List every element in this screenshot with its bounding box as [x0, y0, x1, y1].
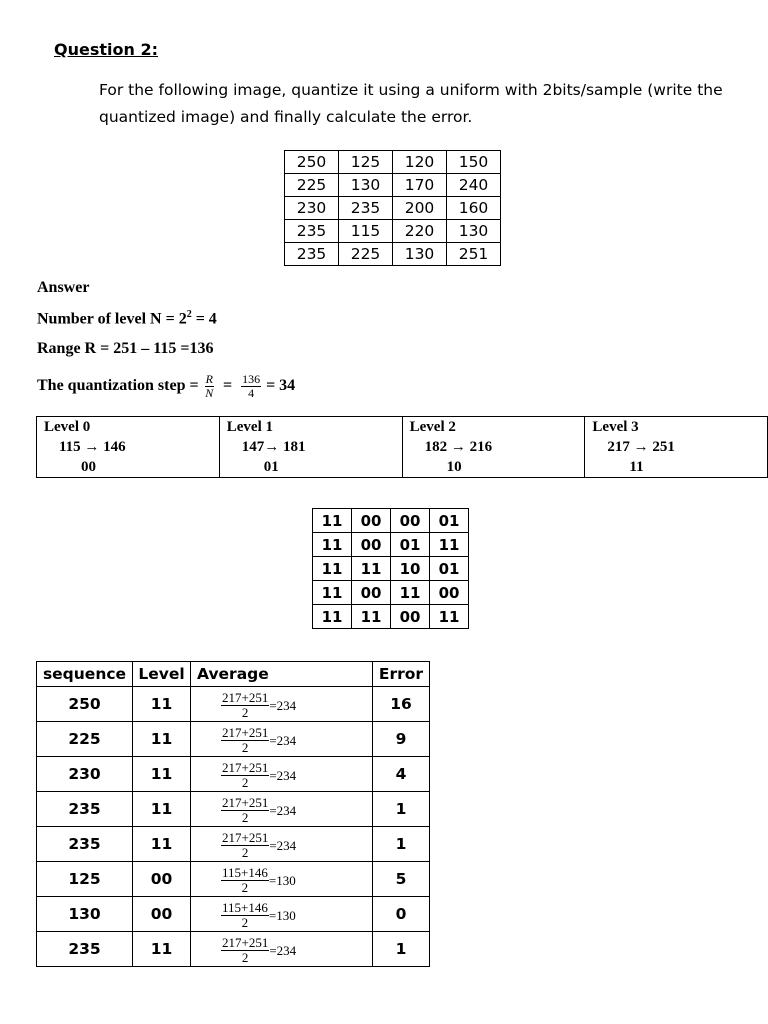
average-formula	[221, 831, 296, 860]
average-denominator: 2	[241, 740, 249, 755]
average-numerator: 115+146	[222, 865, 268, 880]
quantized-row	[313, 581, 469, 605]
image-cell: 125	[339, 151, 393, 174]
level-code: 01	[219, 457, 402, 478]
error-row	[37, 757, 430, 792]
image-cell: 130	[447, 220, 501, 243]
image-cell: 170	[393, 174, 447, 197]
quantized-cell: 00	[352, 509, 391, 533]
level-cell: 11	[133, 757, 191, 792]
image-cell: 250	[285, 151, 339, 174]
answer-label: Answer	[37, 279, 90, 296]
quantized-cell: 00	[391, 509, 430, 533]
average-cell	[191, 792, 373, 827]
average-numerator: 217+251	[222, 795, 269, 810]
average-fraction	[221, 866, 269, 895]
quantized-cell: 01	[391, 533, 430, 557]
level-cell: 11	[133, 687, 191, 722]
average-result: =234	[269, 837, 297, 853]
error-table	[36, 661, 430, 967]
quantization-step	[37, 371, 295, 401]
quantized-cell: 11	[430, 533, 469, 557]
average-formula	[221, 691, 296, 720]
error-cell: 16	[373, 687, 430, 722]
level-name: Level 1	[219, 417, 402, 438]
quantized-cell: 11	[313, 605, 352, 629]
error-cell: 4	[373, 757, 430, 792]
levels-result: = 4	[191, 310, 217, 328]
average-denominator: 2	[241, 705, 249, 720]
average-formula	[221, 901, 296, 930]
quantized-cell: 00	[352, 533, 391, 557]
image-cell: 130	[339, 174, 393, 197]
level-cell: 11	[133, 932, 191, 967]
average-numerator: 217+251	[222, 690, 269, 705]
average-numerator: 115+146	[222, 900, 268, 915]
average-result: =130	[268, 907, 296, 923]
quantized-cell: 11	[430, 605, 469, 629]
average-cell	[191, 687, 373, 722]
step-denominator-value: 4	[248, 385, 255, 400]
range-line: Range R = 251 – 115 =136	[37, 340, 214, 357]
average-fraction	[221, 901, 269, 930]
image-cell: 120	[393, 151, 447, 174]
level-cell: 11	[133, 827, 191, 862]
average-result: =234	[269, 732, 297, 748]
sequence-cell: 225	[37, 722, 133, 757]
image-cell: 225	[339, 243, 393, 266]
image-cell: 130	[393, 243, 447, 266]
image-row	[285, 197, 501, 220]
error-table-header: Level	[133, 662, 191, 687]
average-fraction	[221, 761, 269, 790]
average-cell	[191, 722, 373, 757]
average-denominator: 2	[241, 810, 249, 825]
quantized-cell: 01	[430, 509, 469, 533]
average-denominator: 2	[241, 950, 249, 965]
error-cell: 1	[373, 827, 430, 862]
error-cell: 5	[373, 862, 430, 897]
average-formula	[221, 936, 296, 965]
sequence-cell: 230	[37, 757, 133, 792]
question-text: For the following image, quantize it using a uniform with 2bits/sample (write the quantized image) and finally calculate the error.	[99, 81, 723, 126]
average-result: =130	[268, 872, 296, 888]
average-cell	[191, 932, 373, 967]
sequence-cell: 125	[37, 862, 133, 897]
average-result: =234	[269, 942, 297, 958]
image-cell: 235	[339, 197, 393, 220]
average-formula	[221, 866, 296, 895]
level-range: 115 → 146	[37, 437, 220, 457]
level-cell: 00	[133, 897, 191, 932]
quantized-cell: 11	[391, 581, 430, 605]
average-numerator: 217+251	[222, 935, 269, 950]
image-cell: 235	[285, 220, 339, 243]
level-cell: 00	[133, 862, 191, 897]
image-cell: 251	[447, 243, 501, 266]
average-fraction	[221, 726, 269, 755]
step-numerator-r: R	[205, 371, 213, 386]
error-cell: 1	[373, 792, 430, 827]
average-result: =234	[269, 802, 297, 818]
levels-text: Number of level N = 2	[37, 310, 187, 328]
average-cell	[191, 827, 373, 862]
error-cell: 0	[373, 897, 430, 932]
image-row	[285, 220, 501, 243]
quantized-cell: 00	[430, 581, 469, 605]
quantized-cell: 11	[313, 581, 352, 605]
step-fraction-r-n	[205, 373, 214, 400]
average-cell	[191, 757, 373, 792]
image-cell: 160	[447, 197, 501, 220]
quantized-cell: 00	[352, 581, 391, 605]
average-formula	[221, 761, 296, 790]
level-code: 00	[37, 457, 220, 478]
quantized-image-table	[312, 508, 469, 629]
image-cell: 240	[447, 174, 501, 197]
quantized-cell: 01	[430, 557, 469, 581]
quantized-cell: 11	[352, 605, 391, 629]
quantized-row	[313, 533, 469, 557]
image-cell: 220	[393, 220, 447, 243]
image-cell: 225	[285, 174, 339, 197]
level-cell: 11	[133, 722, 191, 757]
quantized-cell: 10	[391, 557, 430, 581]
sequence-cell: 235	[37, 792, 133, 827]
level-code: 11	[585, 457, 768, 478]
question-title: Question 2:	[54, 40, 158, 59]
level-cell: 11	[133, 792, 191, 827]
step-fraction-value	[241, 373, 261, 400]
sequence-cell: 235	[37, 827, 133, 862]
level-table	[36, 416, 768, 478]
error-table-header: sequence	[37, 662, 133, 687]
image-cell: 115	[339, 220, 393, 243]
step-result: = 34	[266, 377, 296, 394]
image-cell: 200	[393, 197, 447, 220]
error-row	[37, 687, 430, 722]
average-numerator: 217+251	[222, 725, 269, 740]
average-denominator: 2	[241, 845, 249, 860]
image-cell: 230	[285, 197, 339, 220]
average-fraction	[221, 936, 269, 965]
average-formula	[221, 726, 296, 755]
average-fraction	[221, 796, 269, 825]
error-cell: 9	[373, 722, 430, 757]
step-denominator-n: N	[205, 385, 214, 400]
quantized-cell: 11	[313, 533, 352, 557]
level-range: 217 → 251	[585, 437, 768, 457]
number-of-levels	[37, 309, 217, 328]
image-cell: 235	[285, 243, 339, 266]
average-denominator: 2	[241, 880, 249, 895]
level-range: 147→ 181	[219, 437, 402, 457]
level-name: Level 2	[402, 417, 585, 438]
error-row	[37, 862, 430, 897]
error-cell: 1	[373, 932, 430, 967]
level-code: 10	[402, 457, 585, 478]
error-row	[37, 792, 430, 827]
average-numerator: 217+251	[222, 830, 269, 845]
average-cell	[191, 897, 373, 932]
average-fraction	[221, 691, 269, 720]
average-result: =234	[269, 767, 297, 783]
level-name: Level 0	[37, 417, 220, 438]
image-row	[285, 174, 501, 197]
sequence-cell: 130	[37, 897, 133, 932]
quantized-row	[313, 509, 469, 533]
average-formula	[221, 796, 296, 825]
average-cell	[191, 862, 373, 897]
image-row	[285, 151, 501, 174]
image-row	[285, 243, 501, 266]
quantized-row	[313, 557, 469, 581]
average-denominator: 2	[241, 915, 249, 930]
average-result: =234	[269, 697, 297, 713]
average-numerator: 217+251	[222, 760, 269, 775]
quantized-cell: 00	[391, 605, 430, 629]
error-row	[37, 897, 430, 932]
average-denominator: 2	[241, 775, 249, 790]
level-range: 182 → 216	[402, 437, 585, 457]
quantized-cell: 11	[352, 557, 391, 581]
image-table	[284, 150, 501, 266]
sequence-cell: 250	[37, 687, 133, 722]
level-name: Level 3	[585, 417, 768, 438]
step-numerator-value: 136	[242, 371, 261, 386]
error-row	[37, 827, 430, 862]
step-prefix: The quantization step =	[37, 377, 199, 394]
quantized-cell: 11	[313, 557, 352, 581]
quantized-cell: 11	[313, 509, 352, 533]
average-fraction	[221, 831, 269, 860]
sequence-cell: 235	[37, 932, 133, 967]
error-table-header: Error	[373, 662, 430, 687]
error-row	[37, 722, 430, 757]
image-cell: 150	[447, 151, 501, 174]
step-equals: =	[222, 377, 233, 394]
quantized-row	[313, 605, 469, 629]
error-row	[37, 932, 430, 967]
levels-exponent: 2	[186, 309, 192, 320]
error-table-header: Average	[191, 662, 373, 687]
